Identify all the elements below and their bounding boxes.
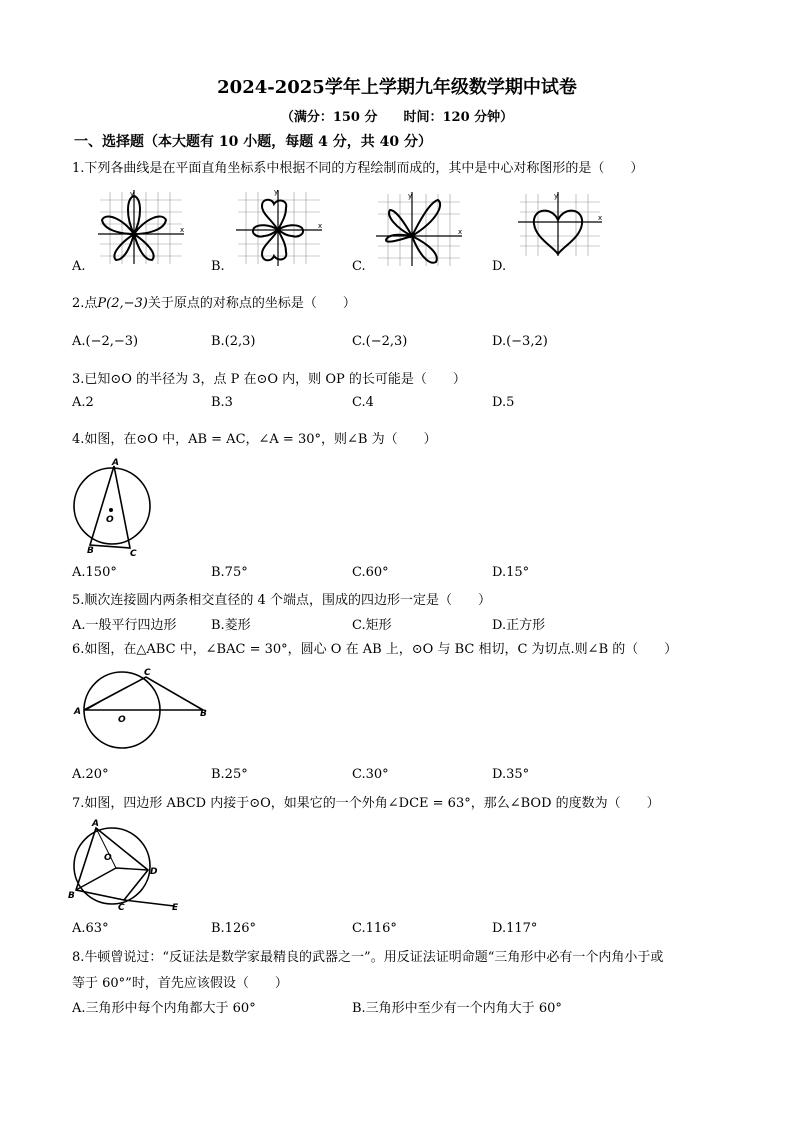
- q5-option-d: D.正方形: [492, 618, 546, 633]
- q6-label-a: A: [74, 707, 81, 717]
- q7-label-d: D: [150, 867, 158, 877]
- q7-label-c: C: [118, 903, 125, 913]
- q2-option-a: A.(−2,−3): [72, 334, 139, 349]
- q3-option-b: B.3: [211, 395, 233, 410]
- q1-figure-b: [234, 190, 324, 266]
- q2-prefix: 2.点: [72, 296, 98, 311]
- question-7: 7.如图，四边形 ABCD 内接于⊙O，如果它的一个外角∠DCE = 63°，那么∠BOD 的度数为（ ）: [72, 796, 660, 811]
- q4-option-c: C.60°: [352, 565, 389, 580]
- q2-suffix: 关于原点的对称点的坐标是（ ）: [147, 296, 356, 311]
- q7-label-e: E: [172, 903, 179, 913]
- q8-option-a: A.三角形中每个内角都大于 60°: [72, 1001, 256, 1016]
- q3-option-d: D.5: [492, 395, 515, 410]
- q7-option-d: D.117°: [492, 921, 538, 936]
- q1-figure-d: [516, 192, 604, 258]
- q7-figure: [68, 816, 188, 916]
- question-1: 1.下列各曲线是在平面直角坐标系中根据不同的方程绘制而成的，其中是中心对称图形的是（ ）: [72, 161, 644, 176]
- q6-label-c: C: [144, 668, 151, 678]
- q1-option-a: A.: [72, 259, 86, 274]
- q5-option-a: A.一般平行四边形: [72, 618, 177, 633]
- q7-option-c: C.116°: [352, 921, 397, 936]
- q8-option-b: B.三角形中至少有一个内角大于 60°: [352, 1001, 562, 1016]
- q2-point: P(2,−3): [97, 296, 148, 311]
- q2-option-c: C.(−2,3): [352, 334, 408, 349]
- q2-option-b: B.(2,3): [211, 334, 256, 349]
- q6-label-b: B: [200, 709, 207, 719]
- q1-option-c: C.: [352, 259, 366, 274]
- q1-figure-a: [96, 188, 188, 266]
- svg-text:y: y: [274, 188, 279, 196]
- svg-text:y: y: [130, 190, 135, 198]
- q7-option-a: A.63°: [72, 921, 109, 936]
- svg-text:y: y: [408, 192, 413, 200]
- q7-label-b: B: [68, 891, 75, 901]
- q4-label-a: A: [112, 458, 119, 468]
- q6-option-c: C.30°: [352, 767, 389, 782]
- q4-label-o: O: [106, 515, 114, 525]
- q1-figure-c: [374, 190, 464, 268]
- q6-label-o: O: [118, 715, 126, 725]
- q6-option-a: A.20°: [72, 767, 109, 782]
- q2-option-d: D.(−3,2): [492, 334, 548, 349]
- exam-info: （满分：150 分 时间：120 分钟）: [280, 110, 514, 125]
- q3-option-c: C.4: [352, 395, 374, 410]
- svg-text:y: y: [554, 192, 559, 200]
- svg-text:x: x: [318, 222, 323, 230]
- q6-option-d: D.35°: [492, 767, 530, 782]
- q3-option-a: A.2: [72, 395, 94, 410]
- svg-text:x: x: [598, 214, 603, 222]
- q7-label-a: A: [92, 819, 99, 829]
- q7-label-o: O: [104, 853, 112, 863]
- q4-option-d: D.15°: [492, 565, 530, 580]
- question-4: 4.如图，在⊙O 中，AB = AC，∠A = 30°，则∠B 为（ ）: [72, 432, 437, 447]
- svg-text:x: x: [458, 228, 463, 236]
- q4-label-b: B: [87, 546, 94, 556]
- svg-text:x: x: [180, 226, 185, 234]
- q5-option-c: C.矩形: [352, 618, 392, 633]
- q6-figure: [70, 664, 216, 760]
- page-title: 2024-2025学年上学期九年级数学期中试卷: [217, 77, 577, 98]
- section-heading: 一、选择题（本大题有 10 小题，每题 4 分，共 40 分）: [74, 134, 432, 150]
- q4-label-c: C: [130, 549, 137, 559]
- q4-figure: [70, 452, 156, 560]
- q7-option-b: B.126°: [211, 921, 256, 936]
- q4-option-a: A.150°: [72, 565, 117, 580]
- q5-option-b: B.菱形: [211, 618, 251, 633]
- question-2: [72, 292, 356, 311]
- q6-option-b: B.25°: [211, 767, 248, 782]
- question-8-line-1: 8.牛顿曾说过：“反证法是数学家最精良的武器之一”。用反证法证明命题“三角形中必有一个内角小于或: [72, 950, 664, 965]
- question-8-line-2: 等于 60°”时，首先应该假设（ ）: [72, 976, 288, 991]
- q1-option-d: D.: [492, 259, 507, 274]
- question-3: 3.已知⊙O 的半径为 3，点 P 在⊙O 内，则 OP 的长可能是（ ）: [72, 372, 466, 387]
- q4-option-b: B.75°: [211, 565, 248, 580]
- q1-option-b: B.: [211, 259, 225, 274]
- question-5: 5.顺次连接圆内两条相交直径的 4 个端点，围成的四边形一定是（ ）: [72, 593, 491, 608]
- question-6: 6.如图，在△ABC 中，∠BAC = 30°，圆心 O 在 AB 上，⊙O 与 BC 相切，C 为切点.则∠B 的（ ）: [72, 642, 678, 657]
